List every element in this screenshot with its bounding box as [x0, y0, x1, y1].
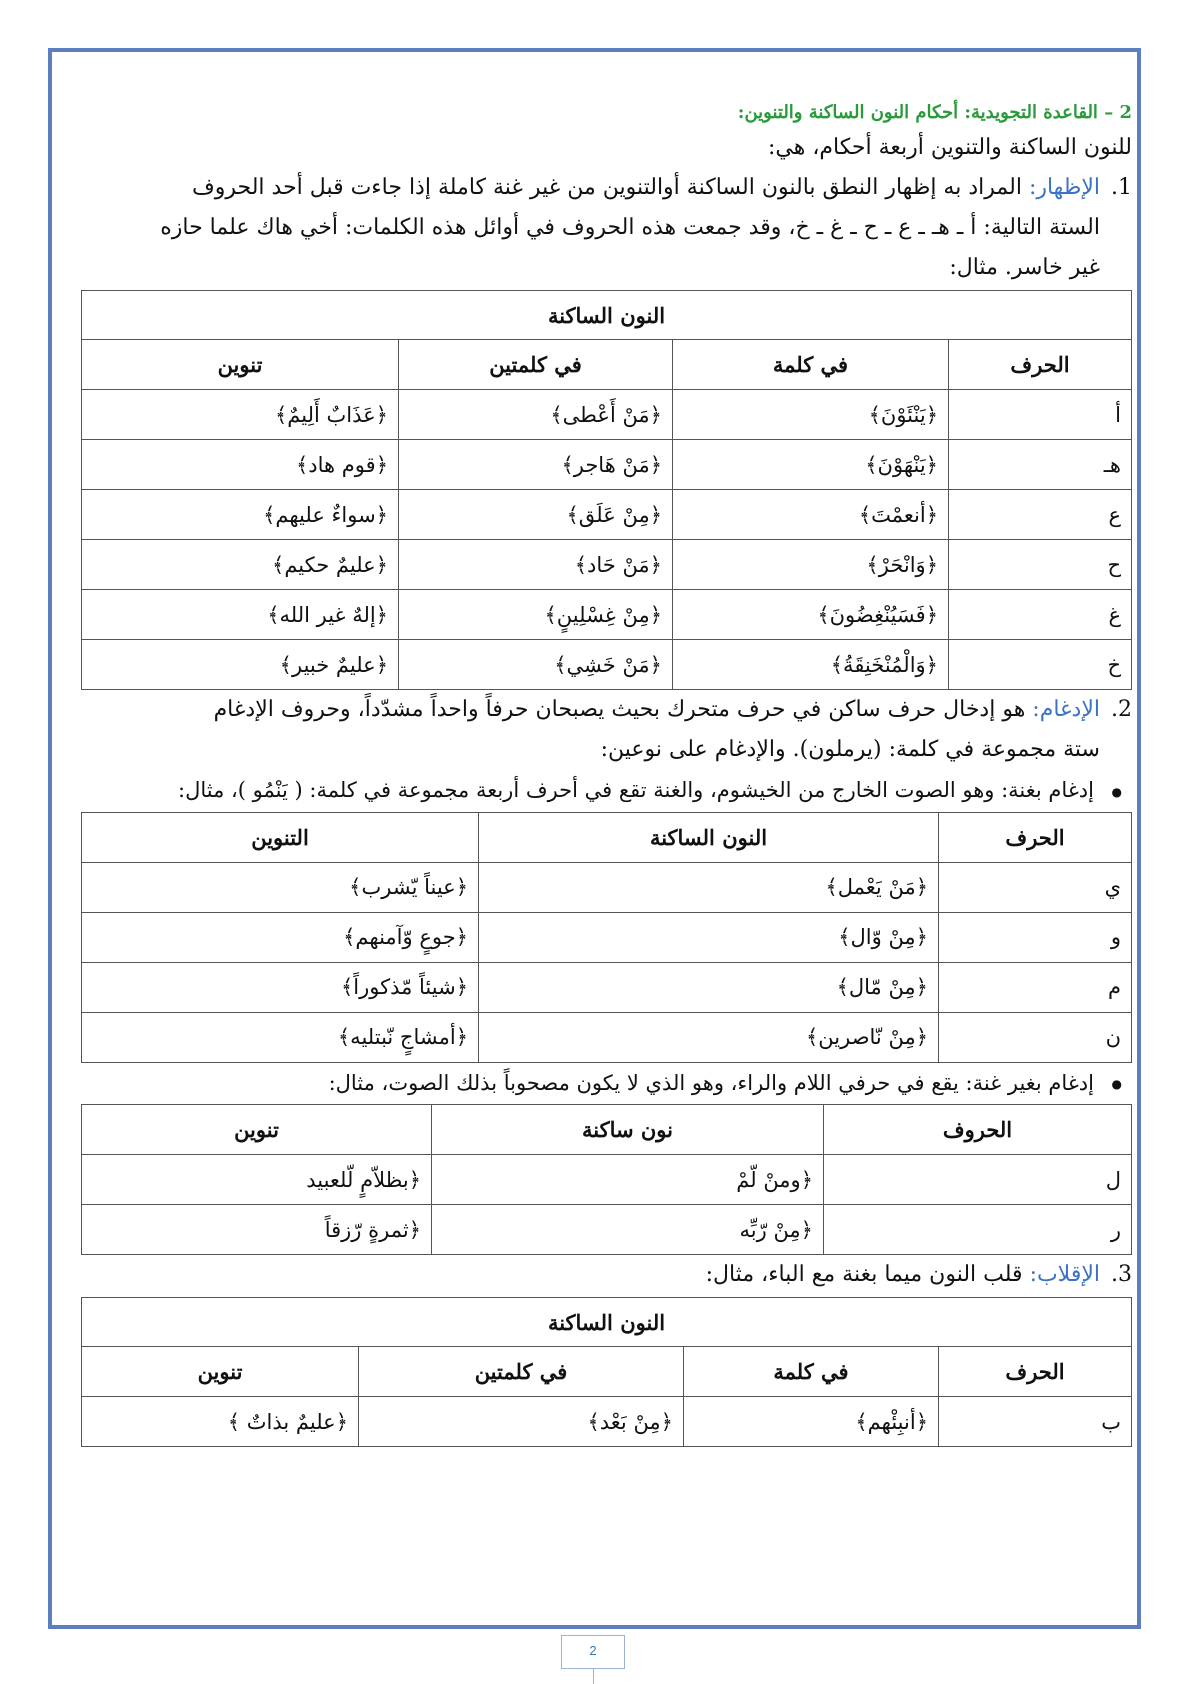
table-cell: ل: [824, 1155, 1132, 1205]
table-cell: ب: [939, 1397, 1132, 1447]
table-cell: ﴿مِنْ وّال﴾: [479, 912, 939, 962]
table-cell: ﴿عليمٌ خبير﴾: [82, 640, 399, 690]
iqlab-header-two-words: في كلمتين: [359, 1347, 684, 1397]
idgham-line-1: [80, 690, 1132, 730]
table-cell: ﴿أنبِئْهم﴾: [684, 1397, 939, 1447]
idgham-without-ghunna-text: ● إدغام بغير غنة: يقع في حرفي اللام والراء، وهو الذي لا يكون مصحوباً بذلك الصوت، مثال:: [80, 1063, 1132, 1105]
idgham-with-ghunna-text: ● إدغام بغنة: وهو الصوت الخارج من الخيشوم، والغنة تقع في أحرف أربعة مجموعة في كلمة: ( يَنْمُو )، مثال:: [80, 770, 1132, 812]
table-cell: ﴿مَنْ أَعْطى﴾: [399, 390, 673, 440]
izhar-header-word: في كلمة: [673, 340, 949, 390]
table-cell: ﴿مَنْ خَشِي﴾: [399, 640, 673, 690]
table-cell: ﴿أمشاجٍ نّبتليه﴾: [82, 1012, 479, 1062]
table-row: [82, 1155, 1132, 1205]
izhar-header-two-words: في كلمتين: [399, 340, 673, 390]
iqlab-number: 3.: [1111, 1262, 1132, 1287]
table-cell: ﴿وَالْمُنْخَنِقَةُ﴾: [673, 640, 949, 690]
table-cell: ﴿يَنْئَوْنَ﴾: [673, 390, 949, 440]
intro-text: للنون الساكنة والتنوين أربعة أحكام، هي:: [767, 135, 1132, 160]
idgham-text-1: هو إدخال حرف ساكن في حرف متحرك بحيث يصبحان حرفاً واحداً مشدّداً، وحروف الإدغام: [213, 697, 1026, 722]
izhar-header-letter: الحرف: [949, 340, 1132, 390]
idgham-with-ghunna-table: [81, 812, 1132, 1063]
iqlab-header-tanween: تنوين: [82, 1347, 359, 1397]
table-cell: ن: [939, 1012, 1132, 1062]
table-row: [82, 912, 1132, 962]
table-cell: ﴿مِنْ غِسْلِينٍ﴾: [399, 590, 673, 640]
izhar-number: 1.: [1111, 175, 1132, 200]
table-cell: ﴿مَنْ حَاد﴾: [399, 540, 673, 590]
table-cell: ﴿عيناً يّشرب﴾: [82, 862, 479, 912]
table-row: [82, 1397, 1132, 1447]
document-body: [80, 98, 1132, 1447]
table-cell: ﴿قوم هاد﴾: [82, 440, 399, 490]
ghunna-header-tanween: التنوين: [82, 812, 479, 862]
table-row: [82, 440, 1132, 490]
table-cell: ﴿مِنْ عَلَق﴾: [399, 490, 673, 540]
ghunna-header-letter: الحرف: [939, 812, 1132, 862]
table-cell: غ: [949, 590, 1132, 640]
table-cell: ﴿مِنْ مّال﴾: [479, 962, 939, 1012]
table-cell: ﴿مَنْ هَاجر﴾: [399, 440, 673, 490]
iqlab-header-letter: الحرف: [939, 1347, 1132, 1397]
idgham-term: الإدغام:: [1032, 697, 1100, 722]
table-cell: ﴿فَسَيُنْغِضُونَ﴾: [673, 590, 949, 640]
table-cell: ﴿جوعٍ وّآمنهم﴾: [82, 912, 479, 962]
table-row: [82, 1012, 1132, 1062]
izhar-header-tanween: تنوين: [82, 340, 399, 390]
table-cell: أ: [949, 390, 1132, 440]
table-cell: ﴿بظلاّمٍ لّلعبيد: [82, 1155, 432, 1205]
table-row: [82, 1205, 1132, 1255]
ghunna-header-noon: النون الساكنة: [479, 812, 939, 862]
table-cell: ﴿مِنْ رّبِّه: [432, 1205, 824, 1255]
iqlab-text: قلب النون ميما بغنة مع الباء، مثال:: [705, 1262, 1023, 1287]
iqlab-table-title: النون الساكنة: [82, 1298, 1132, 1347]
iqlab-line: [80, 1255, 1132, 1295]
idgham-without-ghunna-table: [81, 1104, 1132, 1255]
section-heading: 2 – القاعدة التجويدية: أحكام النون الساكنة والتنوين:: [737, 102, 1132, 123]
table-cell: ﴿عليمٌ حكيم﴾: [82, 540, 399, 590]
table-cell: ﴿سواءٌ عليهم﴾: [82, 490, 399, 540]
table-row: [82, 590, 1132, 640]
table-cell: ﴿عَذَابٌ أَلِيمٌ﴾: [82, 390, 399, 440]
izhar-text-1: المراد به إظهار النطق بالنون الساكنة أوالتنوين من غير غنة كاملة إذا جاءت قبل أحد الحروف: [191, 175, 1022, 200]
table-cell: ﴿إلهٌ غير الله﴾: [82, 590, 399, 640]
iqlab-header-word: في كلمة: [684, 1347, 939, 1397]
table-cell: ﴿أنعمْتَ﴾: [673, 490, 949, 540]
table-row: [82, 390, 1132, 440]
no-ghunna-header-letters: الحروف: [824, 1105, 1132, 1155]
table-cell: ﴿شيئاً مّذكوراً﴾: [82, 962, 479, 1012]
table-row: [82, 540, 1132, 590]
table-cell: ر: [824, 1205, 1132, 1255]
izhar-table-title: النون الساكنة: [82, 291, 1132, 340]
table-cell: ﴿عليمٌ بذاتٌ ﴾: [82, 1397, 359, 1447]
no-ghunna-header-tanween: تنوين: [82, 1105, 432, 1155]
table-row: [82, 640, 1132, 690]
page-number: 2: [561, 1635, 625, 1669]
table-cell: م: [939, 962, 1132, 1012]
table-cell: ع: [949, 490, 1132, 540]
table-cell: و: [939, 912, 1132, 962]
idgham-number: 2.: [1111, 697, 1132, 722]
table-cell: ﴿مِنْ بَعْد﴾: [359, 1397, 684, 1447]
table-cell: ح: [949, 540, 1132, 590]
table-row: [82, 490, 1132, 540]
iqlab-term: الإقلاب:: [1029, 1262, 1100, 1287]
table-row: [82, 862, 1132, 912]
iqlab-table: [81, 1297, 1132, 1447]
izhar-line-3: غير خاسر. مثال:: [949, 255, 1100, 280]
table-cell: هـ: [949, 440, 1132, 490]
page-number-tick: [593, 1669, 594, 1684]
izhar-table: [81, 290, 1132, 690]
table-cell: ﴿مَنْ يَعْمل﴾: [479, 862, 939, 912]
izhar-term: الإظهار:: [1028, 175, 1100, 200]
table-cell: ي: [939, 862, 1132, 912]
table-cell: خ: [949, 640, 1132, 690]
idgham-line-2: ستة مجموعة في كلمة: (يرملون). والإدغام على نوعين:: [600, 737, 1100, 762]
no-ghunna-header-noon: نون ساكنة: [432, 1105, 824, 1155]
table-row: [82, 962, 1132, 1012]
table-cell: ﴿وَانْحَرْ﴾: [673, 540, 949, 590]
table-cell: ﴿يَنْهَوْنَ﴾: [673, 440, 949, 490]
izhar-line-1: [80, 168, 1132, 208]
table-cell: ﴿ومنْ لّمْ: [432, 1155, 824, 1205]
table-cell: ﴿ثمرةٍ رّزقاً: [82, 1205, 432, 1255]
table-cell: ﴿مِنْ نّاصرين﴾: [479, 1012, 939, 1062]
izhar-line-2: الستة التالية: أ ـ هـ ـ ع ـ ح ـ غ ـ خ، وقد جمعت هذه الحروف في أوائل هذه الكلمات: أخي هاك علما حازه: [160, 215, 1100, 240]
